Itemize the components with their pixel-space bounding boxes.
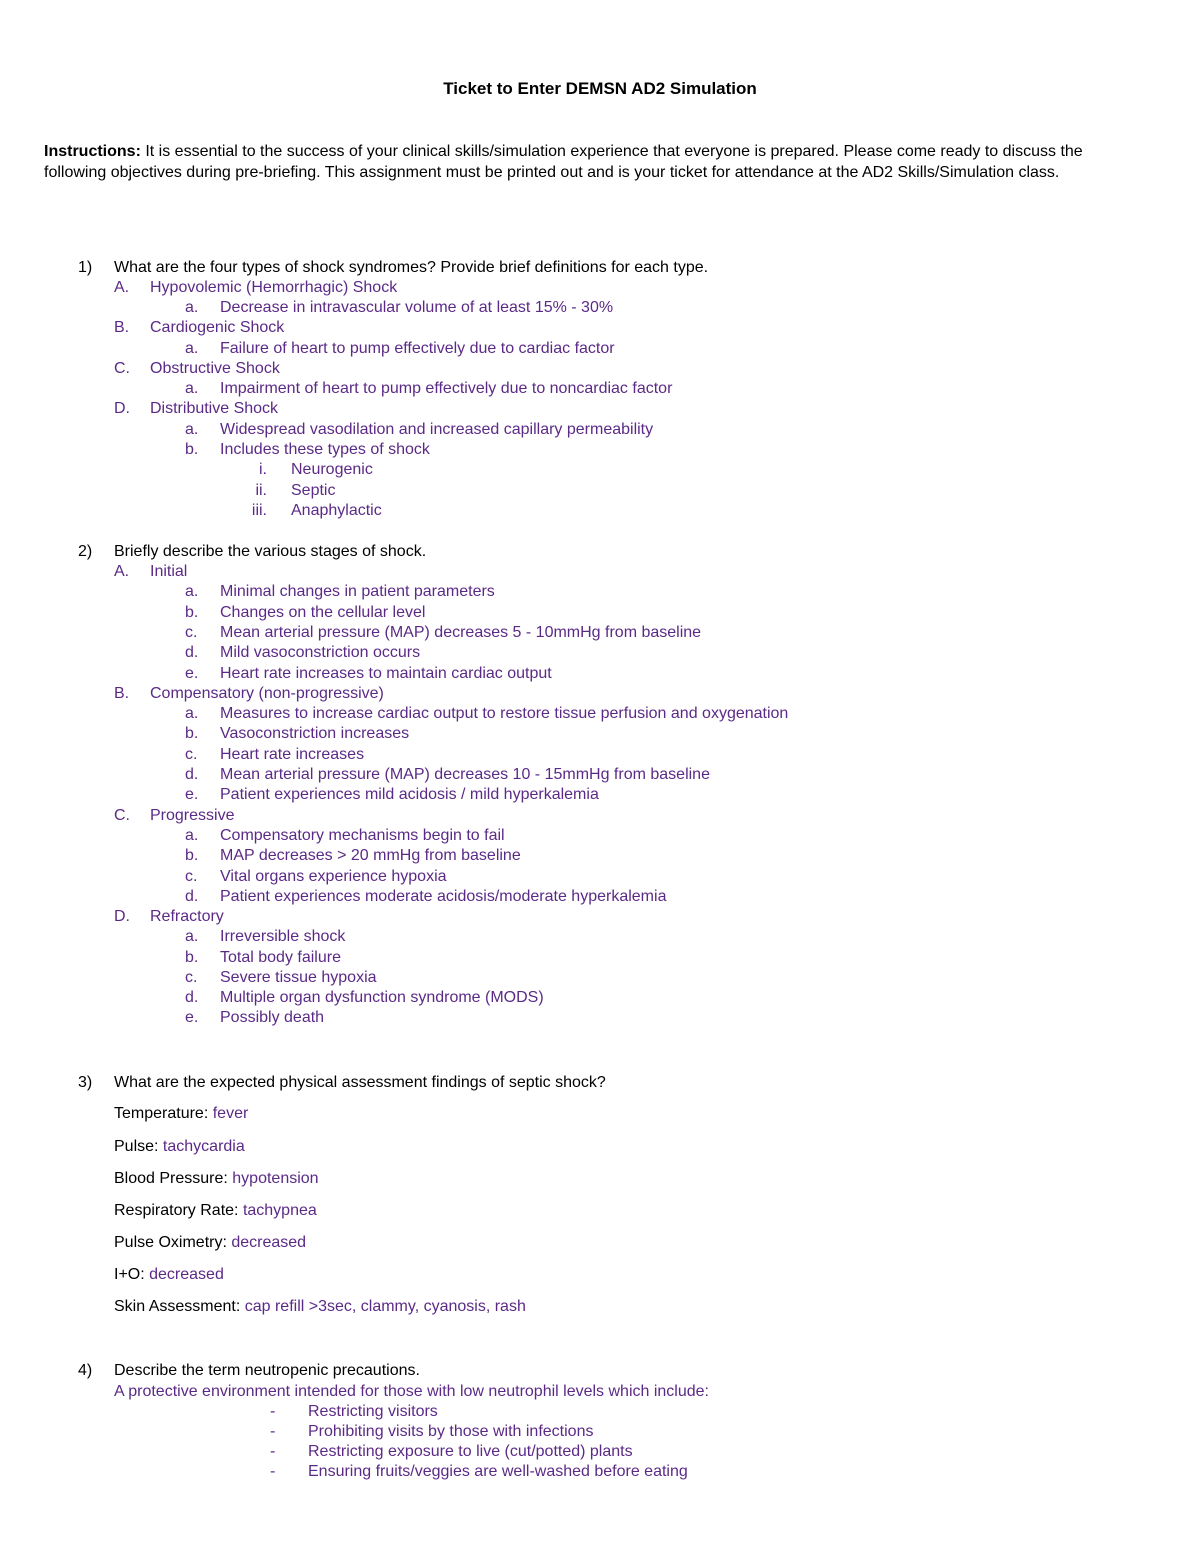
answer-line: Restricting exposure to live (cut/potted) plants [308, 1443, 633, 1460]
list-marker: ii. [255, 482, 267, 499]
assessment-finding [114, 1233, 306, 1253]
finding-label: Respiratory Rate: [114, 1202, 243, 1219]
answer-line: Obstructive Shock [150, 360, 280, 377]
answer-line: Patient experiences moderate acidosis/moderate hyperkalemia [220, 888, 667, 905]
list-marker: b. [185, 725, 199, 742]
question-number: 3) [78, 1074, 93, 1091]
answer-line: Compensatory mechanisms begin to fail [220, 827, 505, 844]
answer-line: Measures to increase cardiac output to restore tissue perfusion and oxygenation [220, 705, 789, 722]
question-text: What are the four types of shock syndromes? Provide brief definitions for each type. [114, 259, 709, 276]
answer-line: Refractory [150, 908, 224, 925]
answer-line: Hypovolemic (Hemorrhagic) Shock [150, 279, 398, 296]
list-marker: d. [185, 766, 199, 783]
finding-value: tachypnea [242, 1202, 317, 1219]
finding-value: hypotension [232, 1170, 319, 1187]
list-marker: e. [185, 786, 199, 803]
finding-label: I+O: [114, 1266, 150, 1283]
answer-line: Prohibiting visits by those with infections [308, 1423, 594, 1440]
question-number: 4) [78, 1362, 93, 1379]
list-marker: C. [114, 807, 130, 824]
list-marker: - [270, 1403, 276, 1420]
list-marker: a. [185, 583, 199, 600]
answer-line: A protective environment intended for those with low neutrophil levels which include: [114, 1383, 709, 1400]
answer-line: Distributive Shock [150, 400, 279, 417]
list-marker: a. [185, 827, 199, 844]
list-marker: D. [114, 400, 130, 417]
finding-value: cap refill >3sec, clammy, cyanosis, rash [244, 1298, 526, 1315]
instructions-label: Instructions: [44, 143, 141, 160]
answer-line: Heart rate increases to maintain cardiac output [220, 665, 552, 682]
answer-line: Changes on the cellular level [220, 604, 426, 621]
list-marker: b. [185, 441, 199, 458]
question-number: 1) [78, 259, 93, 276]
list-marker: d. [185, 989, 199, 1006]
assessment-finding [114, 1265, 224, 1285]
list-marker: e. [185, 665, 199, 682]
answer-line: Septic [291, 482, 336, 499]
answer-line: Mean arterial pressure (MAP) decreases 5 - 10mmHg from baseline [220, 624, 702, 641]
answer-line: Ensuring fruits/veggies are well-washed before eating [308, 1463, 688, 1480]
list-marker: b. [185, 604, 199, 621]
answer-line: Restricting visitors [308, 1403, 438, 1420]
list-marker: a. [185, 340, 199, 357]
question-text: What are the expected physical assessment findings of septic shock? [114, 1074, 606, 1091]
answer-line: Progressive [150, 807, 235, 824]
list-marker: - [270, 1423, 276, 1440]
list-marker: c. [185, 868, 198, 885]
answer-line: Decrease in intravascular volume of at least 15% - 30% [220, 299, 614, 316]
answer-line: Patient experiences mild acidosis / mild hyperkalemia [220, 786, 599, 803]
answer-line: Mean arterial pressure (MAP) decreases 10 - 15mmHg from baseline [220, 766, 710, 783]
finding-label: Blood Pressure: [114, 1170, 233, 1187]
list-marker: - [270, 1463, 276, 1480]
list-marker: i. [259, 461, 267, 478]
answer-line: Includes these types of shock [220, 441, 430, 458]
list-marker: a. [185, 705, 199, 722]
answer-line: Vasoconstriction increases [220, 725, 410, 742]
finding-label: Pulse Oximetry: [114, 1234, 232, 1251]
list-marker: - [270, 1443, 276, 1460]
list-marker: D. [114, 908, 130, 925]
finding-label: Pulse: [114, 1138, 163, 1155]
list-marker: A. [114, 279, 130, 296]
finding-value: tachycardia [162, 1138, 245, 1155]
answer-line: Anaphylactic [291, 502, 382, 519]
question-text: Describe the term neutropenic precautions. [114, 1362, 420, 1379]
finding-label: Temperature: [114, 1105, 213, 1122]
answer-line: Heart rate increases [220, 746, 365, 763]
answer-line: MAP decreases > 20 mmHg from baseline [220, 847, 521, 864]
answer-line: Widespread vasodilation and increased capillary permeability [220, 421, 654, 438]
answer-line: Mild vasoconstriction occurs [220, 644, 421, 661]
list-marker: b. [185, 847, 199, 864]
answer-line: Irreversible shock [220, 928, 346, 945]
answer-line: Initial [150, 563, 188, 580]
list-marker: c. [185, 624, 198, 641]
assessment-finding [114, 1104, 248, 1124]
finding-value: decreased [231, 1234, 307, 1251]
list-marker: b. [185, 949, 199, 966]
instructions-text: It is essential to the success of your clinical skills/simulation experience that everyone is prepared. Please come ready to discuss the following objectives during pre-briefing. This assignment must be printed out and is your ticket for attendance at the AD2 Skills/Simulation class. [44, 143, 1083, 181]
list-marker: iii. [251, 502, 267, 519]
list-marker: B. [114, 685, 130, 702]
answer-line: Cardiogenic Shock [150, 319, 285, 336]
answer-line: Severe tissue hypoxia [220, 969, 377, 986]
finding-value: fever [212, 1105, 249, 1122]
finding-label: Skin Assessment: [114, 1298, 245, 1315]
list-marker: a. [185, 380, 199, 397]
list-marker: e. [185, 1009, 199, 1026]
answer-line: Neurogenic [291, 461, 373, 478]
list-marker: a. [185, 299, 199, 316]
assessment-finding [114, 1137, 245, 1157]
answer-line: Impairment of heart to pump effectively due to noncardiac factor [220, 380, 673, 397]
answer-line: Compensatory (non-progressive) [150, 685, 384, 702]
assessment-finding [114, 1297, 526, 1317]
answer-line: Failure of heart to pump effectively due to cardiac factor [220, 340, 615, 357]
list-marker: C. [114, 360, 130, 377]
list-marker: c. [185, 969, 198, 986]
list-marker: d. [185, 644, 199, 661]
list-marker: a. [185, 421, 199, 438]
assessment-finding [114, 1169, 319, 1189]
list-marker: B. [114, 319, 130, 336]
page-title: Ticket to Enter DEMSN AD2 Simulation [443, 79, 757, 98]
finding-value: decreased [149, 1266, 224, 1283]
answer-line: Total body failure [220, 949, 341, 966]
answer-line: Vital organs experience hypoxia [220, 868, 447, 885]
list-marker: A. [114, 563, 130, 580]
list-marker: a. [185, 928, 199, 945]
question-text: Briefly describe the various stages of shock. [114, 543, 427, 560]
answer-line: Minimal changes in patient parameters [220, 583, 495, 600]
list-marker: c. [185, 746, 198, 763]
question-number: 2) [78, 543, 93, 560]
instructions-paragraph [44, 142, 1124, 183]
assessment-finding [114, 1201, 317, 1221]
list-marker: d. [185, 888, 199, 905]
answer-line: Multiple organ dysfunction syndrome (MODS) [220, 989, 544, 1006]
answer-line: Possibly death [220, 1009, 325, 1026]
